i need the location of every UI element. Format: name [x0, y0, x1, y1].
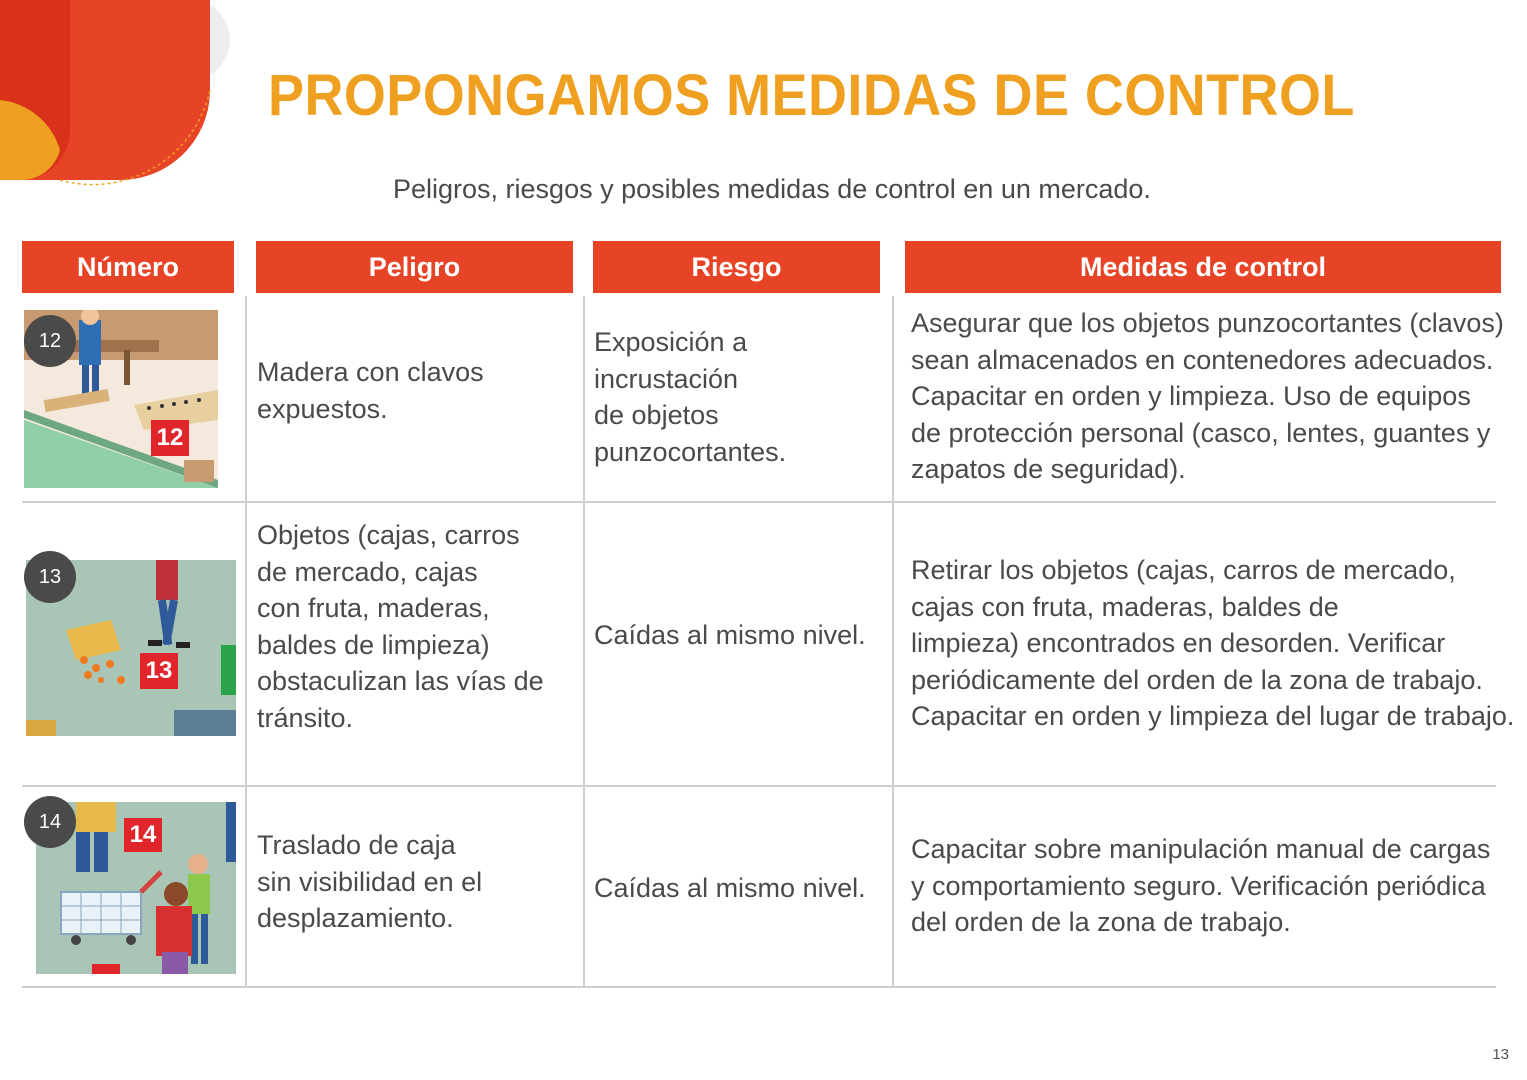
text-line: punzocortantes. — [594, 436, 787, 467]
column-divider — [583, 296, 585, 988]
peligro-cell-13 — [257, 517, 544, 736]
text-line: de objetos — [594, 400, 719, 430]
text-line: Capacitar en orden y limpieza. Uso de equipos — [911, 381, 1471, 411]
image-number-tag: 13 — [140, 653, 178, 689]
text-line: cajas con fruta, maderas, baldes de — [911, 591, 1339, 622]
row-number-badge: 12 — [24, 315, 76, 367]
row-divider — [22, 501, 1496, 503]
text-line: obstaculizan las vías de — [257, 666, 544, 696]
header-riesgo: Riesgo — [593, 241, 880, 293]
peligro-cell-14 — [257, 827, 482, 937]
column-divider — [892, 296, 894, 988]
riesgo-cell-13 — [594, 617, 866, 654]
header-numero: Número — [22, 241, 234, 293]
text-line: Caídas al mismo nivel. — [594, 620, 866, 650]
peligro-cell-12 — [257, 354, 484, 427]
text-line: de mercado, cajas — [257, 556, 478, 587]
header-medidas: Medidas de control — [905, 241, 1501, 293]
text-line: Capacitar en orden y limpieza del lugar de trabajo. — [911, 701, 1515, 731]
medidas-cell-14 — [911, 831, 1490, 941]
text-line: Madera con clavos — [257, 357, 484, 387]
corner-decoration — [0, 0, 240, 200]
row-divider — [22, 986, 1496, 988]
text-line: tránsito. — [257, 702, 354, 733]
text-line: sin visibilidad en el — [257, 866, 483, 897]
text-line: Exposición a — [594, 327, 748, 357]
text-line: Caídas al mismo nivel. — [594, 873, 866, 903]
image-number-tag: 14 — [124, 818, 162, 852]
text-line: de protección personal (casco, lentes, guantes y — [911, 417, 1491, 448]
text-line: Objetos (cajas, carros — [257, 520, 520, 550]
text-line: Capacitar sobre manipulación manual de cargas — [911, 834, 1491, 864]
text-line: expuestos. — [257, 393, 388, 424]
text-line: incrustación — [594, 363, 739, 394]
row-divider — [22, 785, 1496, 787]
text-line: Retirar los objetos (cajas, carros de mercado, — [911, 555, 1456, 585]
text-line: baldes de limpieza) — [257, 629, 490, 660]
text-line: periódicamente del orden de la zona de trabajo. — [911, 664, 1483, 695]
riesgo-cell-12 — [594, 324, 786, 470]
text-line: sean almacenados en contenedores adecuados. — [911, 344, 1494, 375]
column-divider — [245, 296, 247, 988]
riesgo-cell-14 — [594, 870, 866, 907]
text-line: y comportamiento seguro. Verificación periódica — [911, 870, 1486, 901]
page-title: PROPONGAMOS MEDIDAS DE CONTROL — [268, 63, 1355, 128]
text-line: Asegurar que los objetos punzocortantes (clavos) — [911, 308, 1504, 338]
text-line: limpieza) encontrados en desorden. Verificar — [911, 628, 1446, 658]
page-number: 13 — [1492, 1046, 1509, 1063]
row-number-badge: 13 — [24, 551, 76, 603]
text-line: desplazamiento. — [257, 903, 454, 933]
text-line: con fruta, maderas, — [257, 593, 490, 623]
text-line: Traslado de caja — [257, 830, 456, 860]
header-peligro: Peligro — [256, 241, 573, 293]
row-number-badge: 14 — [24, 796, 76, 848]
page-subtitle: Peligros, riesgos y posibles medidas de control en un mercado. — [393, 174, 1151, 204]
text-line: del orden de la zona de trabajo. — [911, 907, 1291, 937]
medidas-cell-13 — [911, 552, 1514, 735]
text-line: zapatos de seguridad). — [911, 454, 1186, 484]
medidas-cell-12 — [911, 305, 1504, 488]
image-number-tag: 12 — [151, 420, 189, 456]
